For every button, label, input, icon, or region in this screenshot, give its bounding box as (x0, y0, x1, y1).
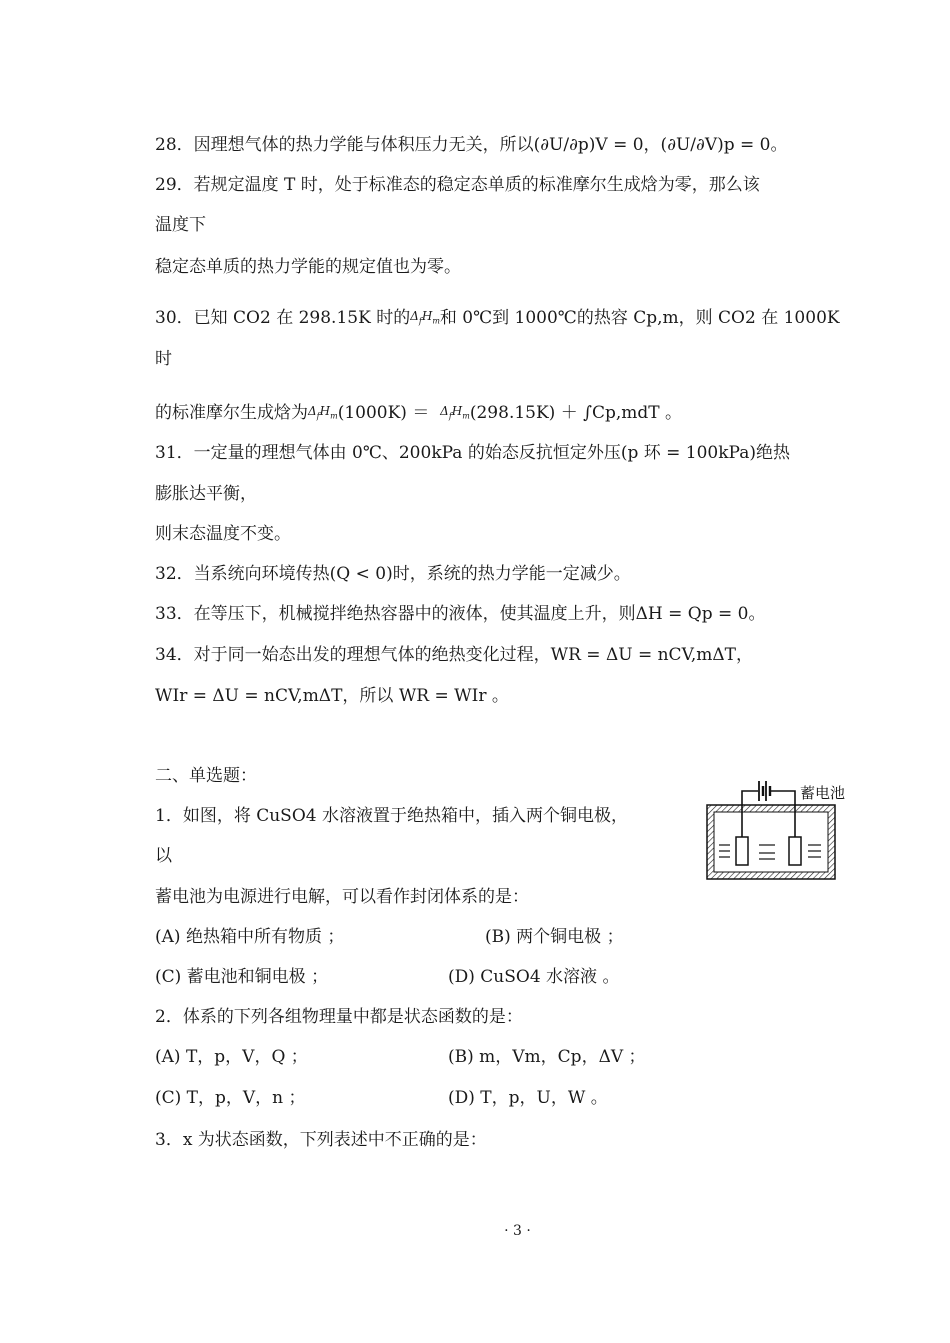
delta-f-h-m-symbol: $\Delta_fH_m$ (308, 404, 338, 421)
item-34-line1: 34．对于同一始态出发的理想气体的绝热变化过程，WR = ΔU = nCV,mΔT， (155, 645, 754, 665)
item-34-line2: WIr = ΔU = nCV,mΔT，所以 WR = WIr 。 (155, 686, 509, 706)
q1-line2: 以 (155, 846, 172, 866)
item-30-text-a: 30．已知 CO2 在 298.15K 时的 (155, 308, 411, 328)
item-31-line3: 则末态温度不变。 (155, 524, 291, 544)
page-number: · 3 · (504, 1223, 531, 1239)
q2-option-c: (C) T，p，V，n ； (155, 1088, 306, 1108)
delta-f-h-m-symbol: $\Delta_fH_m$ (410, 309, 440, 326)
copper-electrode-left (736, 837, 748, 865)
item-30-text-c: 的标准摩尔生成焓为 (155, 403, 308, 423)
q1-option-d: (D) CuSO4 水溶液 。 (448, 967, 620, 987)
item-29-line1: 29．若规定温度 T 时，处于标准态的稳定态单质的标准摩尔生成焓为零，那么该 (155, 175, 760, 195)
item-30-line2: 时 (155, 349, 172, 369)
item-33: 33．在等压下，机械搅拌绝热容器中的液体，使其温度上升，则ΔH = Qp = 0。 (155, 604, 766, 624)
q1-line3: 蓄电池为电源进行电解，可以看作封闭体系的是： (155, 887, 529, 907)
q2-line1: 2．体系的下列各组物理量中都是状态函数的是： (155, 1007, 523, 1027)
copper-electrode-right (789, 837, 801, 865)
item-30-text-d: (1000K) ＝ (337, 403, 430, 423)
q1-option-b: (B) 两个铜电极 ； (485, 927, 624, 947)
q2-option-a: (A) T，p，V，Q ； (155, 1047, 308, 1067)
q3-line1: 3．x 为状态函数，下列表述中不正确的是： (155, 1130, 487, 1150)
item-32: 32．当系统向环境传热(Q < 0)时，系统的热力学能一定减少。 (155, 564, 631, 584)
battery-icon (759, 781, 770, 801)
item-31-line2: 膨胀达平衡， (155, 484, 257, 504)
item-30-line3 (155, 400, 682, 427)
q1-line1: 1．如图，将 CuSO4 水溶液置于绝热箱中，插入两个铜电极， (155, 806, 628, 826)
electrolysis-apparatus-figure (705, 777, 855, 882)
battery-label: 蓄电池 (800, 785, 846, 802)
q2-option-d: (D) T，p，U，W 。 (448, 1088, 608, 1108)
item-31-line1: 31．一定量的理想气体由 0℃、200kPa 的始态反抗恒定外压(p 环 = 100kPa)绝热 (155, 443, 790, 463)
delta-f-h-m-symbol: $\Delta_fH_m$ (440, 404, 470, 421)
q1-option-a: (A) 绝热箱中所有物质 ； (155, 927, 345, 947)
item-29-line2: 温度下 (155, 215, 206, 235)
item-30-line1 (155, 305, 840, 332)
section-heading-single-choice: 二、单选题： (155, 766, 257, 786)
item-30-text-e: (298.15K) ＋ ∫Cp,mdT 。 (469, 403, 683, 423)
q1-option-c: (C) 蓄电池和铜电极 ； (155, 967, 329, 987)
item-30-text-b: 和 0℃到 1000℃的热容 Cp,m，则 CO2 在 1000K (439, 308, 840, 328)
item-29-line3: 稳定态单质的热力学能的规定值也为零。 (155, 257, 461, 277)
item-28: 28．因理想气体的热力学能与体积压力无关，所以(∂U/∂p)V = 0，(∂U/∂V)p = 0。 (155, 135, 788, 155)
q2-option-b: (B) m，Vm，Cp，ΔV ； (448, 1047, 646, 1067)
